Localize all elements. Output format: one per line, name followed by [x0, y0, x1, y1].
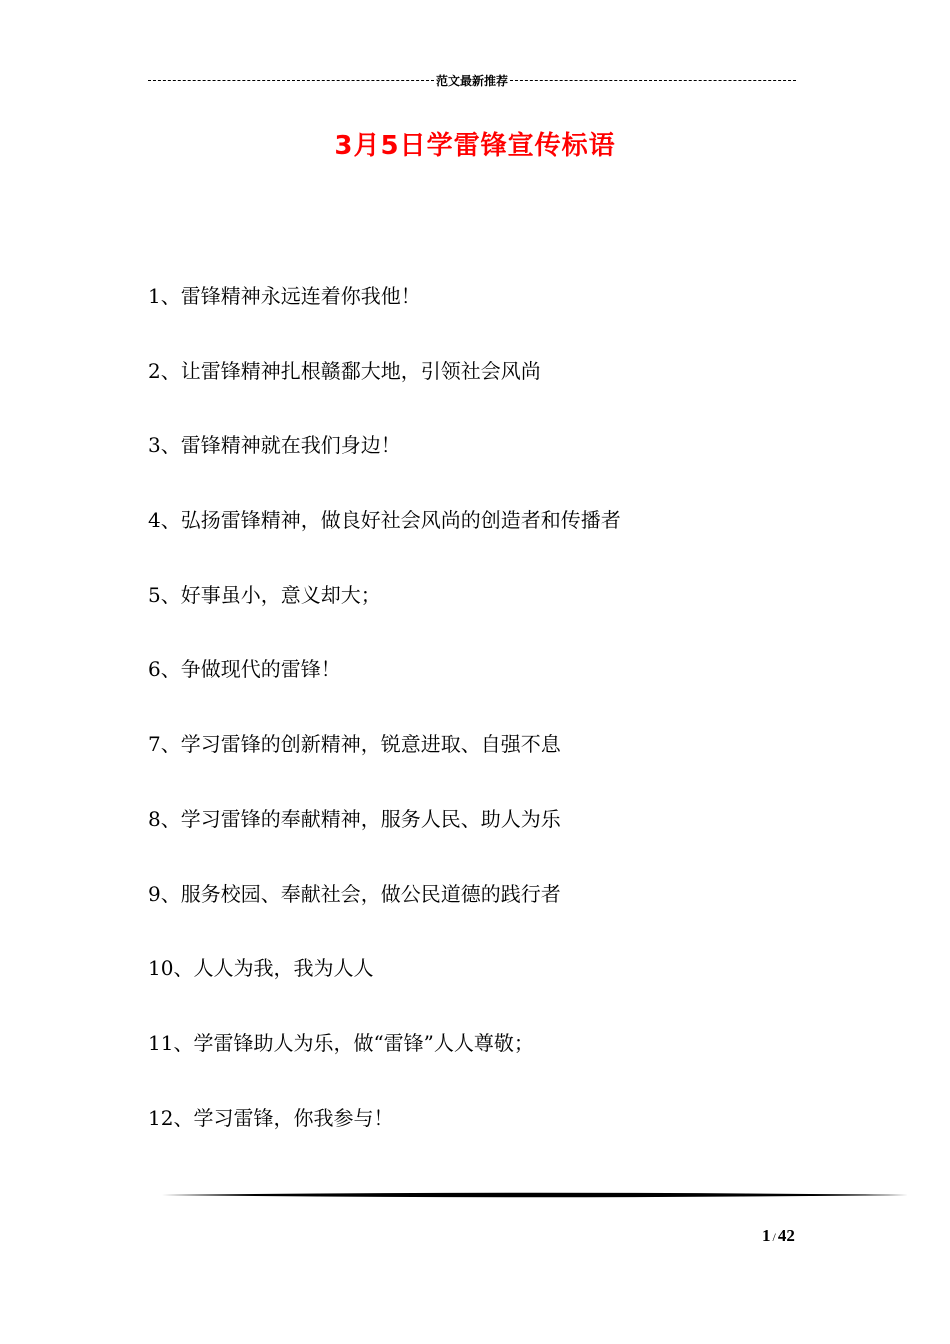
- header-dashed-rule-left: [148, 80, 434, 81]
- slogan-list: [148, 280, 621, 1176]
- list-item: 4、弘扬雷锋精神，做良好社会风尚的创造者和传播者: [148, 508, 621, 533]
- list-item: 1、雷锋精神永远连着你我他！: [148, 284, 421, 308]
- list-item: 6、争做现代的雷锋！: [148, 657, 341, 682]
- header-label: 范文最新推荐: [436, 73, 509, 88]
- list-item: 11、学雷锋助人为乐，做“雷锋”人人尊敬；: [148, 1030, 534, 1055]
- list-item: 9、服务校园、奉献社会，做公民道德的践行者: [148, 881, 561, 906]
- page-separator: /: [772, 1230, 776, 1244]
- footer-divider: [162, 1190, 908, 1200]
- page-current: 1: [762, 1226, 771, 1245]
- page-title: 3月5日学雷锋宣传标语: [334, 131, 616, 161]
- list-item: 5、好事虽小，意义却大；: [148, 582, 381, 607]
- list-item: 12、学习雷锋，你我参与！: [148, 1105, 394, 1130]
- page-number: [762, 1226, 795, 1246]
- page-total: 42: [777, 1226, 795, 1245]
- list-item: 7、学习雷锋的创新精神，锐意进取、自强不息: [148, 732, 561, 757]
- list-item: 3、雷锋精神就在我们身边！: [148, 433, 401, 458]
- header-dashed-rule-right: [510, 80, 796, 81]
- list-item: 8、学习雷锋的奉献精神，服务人民、助人为乐: [148, 806, 561, 831]
- page-header: [148, 70, 796, 90]
- list-item: 10、人人为我，我为人人: [148, 956, 374, 981]
- list-item: 2、让雷锋精神扎根赣鄱大地，引领社会风尚: [148, 358, 541, 383]
